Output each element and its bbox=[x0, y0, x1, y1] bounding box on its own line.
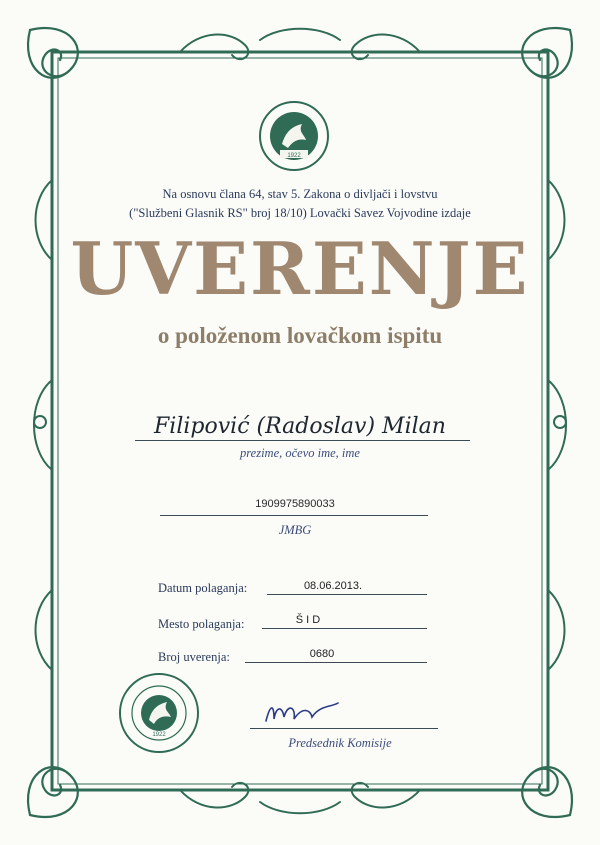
certificate-number-underline bbox=[245, 662, 427, 663]
exam-date-value: 08.06.2013. bbox=[303, 580, 363, 592]
name-caption: prezime, očevo ime, ime bbox=[240, 446, 360, 460]
svg-text:1922: 1922 bbox=[152, 732, 166, 738]
certificate-number-label: Broj uverenja: bbox=[158, 650, 230, 664]
exam-date-label: Datum polaganja: bbox=[158, 581, 248, 595]
organization-logo bbox=[258, 100, 330, 172]
jmbg-caption: JMBG bbox=[278, 523, 312, 537]
exam-place-value: Š I D bbox=[295, 614, 321, 626]
name-underline bbox=[135, 440, 470, 441]
exam-place-underline bbox=[262, 628, 427, 629]
exam-date-underline bbox=[267, 594, 427, 595]
document-title: UVERENJE bbox=[70, 226, 530, 311]
holder-name: Filipović (Radoslav) Milan bbox=[154, 414, 446, 439]
intro-line-2: ("Službeni Glasnik RS" broj 18/10) Lovački Savez Vojvodine izdaje bbox=[129, 206, 471, 220]
jmbg-underline bbox=[160, 515, 428, 516]
document-subtitle: o položenom lovačkom ispitu bbox=[157, 323, 443, 348]
intro-line-1: Na osnovu člana 64, stav 5. Zakona o divljači i lovstvu bbox=[162, 187, 438, 201]
jmbg-value: 1909975890033 bbox=[255, 498, 335, 510]
svg-text:1922: 1922 bbox=[287, 153, 301, 159]
certificate-number-value: 0680 bbox=[309, 648, 335, 660]
official-stamp bbox=[118, 672, 200, 754]
president-signature bbox=[262, 697, 342, 727]
exam-place-label: Mesto polaganja: bbox=[158, 617, 245, 631]
signature-line bbox=[250, 728, 438, 729]
signature-caption: Predsednik Komisije bbox=[288, 736, 392, 750]
